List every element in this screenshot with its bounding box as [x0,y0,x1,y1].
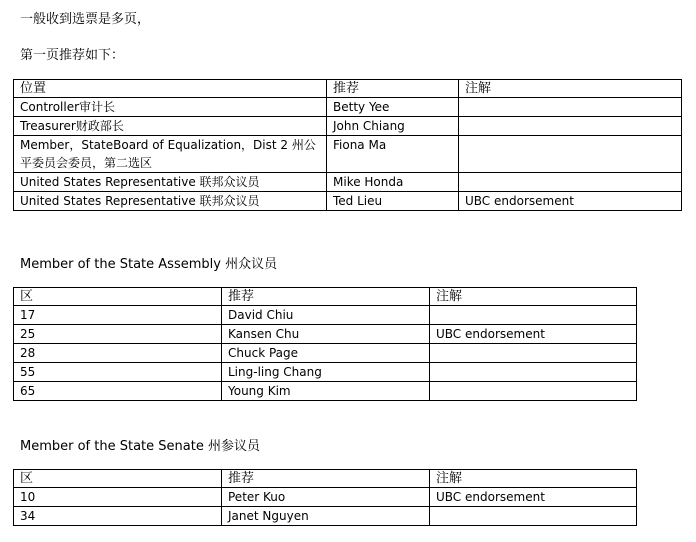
recommend-cell: Betty Yee [327,98,459,117]
position-cell: Member，StateBoard of Equalization，Dist 2 州公平委员会委员，第二选区 [14,136,327,173]
assembly-table [13,287,637,401]
table-row [14,117,682,136]
position-cell: Controller审计长 [14,98,327,117]
senate-heading: Member of the State Senate 州参议员 [20,439,260,454]
page1-heading: 第一页推荐如下： [20,48,125,63]
table-row [14,507,637,526]
district-cell: 65 [14,382,222,401]
header-notes: 注解 [430,288,637,306]
table-header-row [14,80,682,98]
recommend-cell: Fiona Ma [327,136,459,173]
position-cell: Treasurer财政部长 [14,117,327,136]
recommend-cell: Mike Honda [327,173,459,192]
header-district: 区 [14,470,222,488]
table-row [14,306,637,325]
notes-cell: UBC endorsement [430,488,637,507]
district-cell: 55 [14,363,222,382]
notes-cell [430,363,637,382]
header-position: 位置 [14,80,327,98]
recommend-cell: John Chiang [327,117,459,136]
table-row [14,136,682,173]
district-cell: 10 [14,488,222,507]
table-row [14,363,637,382]
recommend-cell: Chuck Page [222,344,430,363]
notes-cell [430,344,637,363]
recommend-cell: Young Kim [222,382,430,401]
recommend-cell: Janet Nguyen [222,507,430,526]
table-row [14,192,682,211]
position-table [13,79,682,211]
recommend-cell: Kansen Chu [222,325,430,344]
table-row [14,98,682,117]
assembly-heading: Member of the State Assembly 州众议员 [20,257,278,272]
district-cell: 28 [14,344,222,363]
table-row [14,382,637,401]
table-header-row [14,288,637,306]
district-cell: 25 [14,325,222,344]
position-cell: United States Representative 联邦众议员 [14,192,327,211]
notes-cell: UBC endorsement [459,192,682,211]
header-district: 区 [14,288,222,306]
header-notes: 注解 [430,470,637,488]
recommend-cell: David Chiu [222,306,430,325]
text-cursor [636,364,637,379]
senate-table [13,469,637,526]
district-cell: 17 [14,306,222,325]
table-header-row [14,470,637,488]
header-recommend: 推荐 [222,288,430,306]
district-cell: 34 [14,507,222,526]
recommend-cell: Peter Kuo [222,488,430,507]
notes-cell: UBC endorsement [430,325,637,344]
table-row [14,344,637,363]
table-row [14,488,637,507]
position-cell: United States Representative 联邦众议员 [14,173,327,192]
notes-cell [430,507,637,526]
header-notes: 注解 [459,80,682,98]
recommend-cell: Ling-ling Chang [222,363,430,382]
header-recommend: 推荐 [327,80,459,98]
table-row [14,173,682,192]
notes-cell [430,382,637,401]
notes-cell [459,117,682,136]
notes-cell [459,136,682,173]
recommend-cell: Ted Lieu [327,192,459,211]
notes-cell [459,98,682,117]
intro-text: 一般收到选票是多页， [20,12,151,27]
table-row [14,325,637,344]
header-recommend: 推荐 [222,470,430,488]
notes-cell [430,306,637,325]
notes-cell [459,173,682,192]
